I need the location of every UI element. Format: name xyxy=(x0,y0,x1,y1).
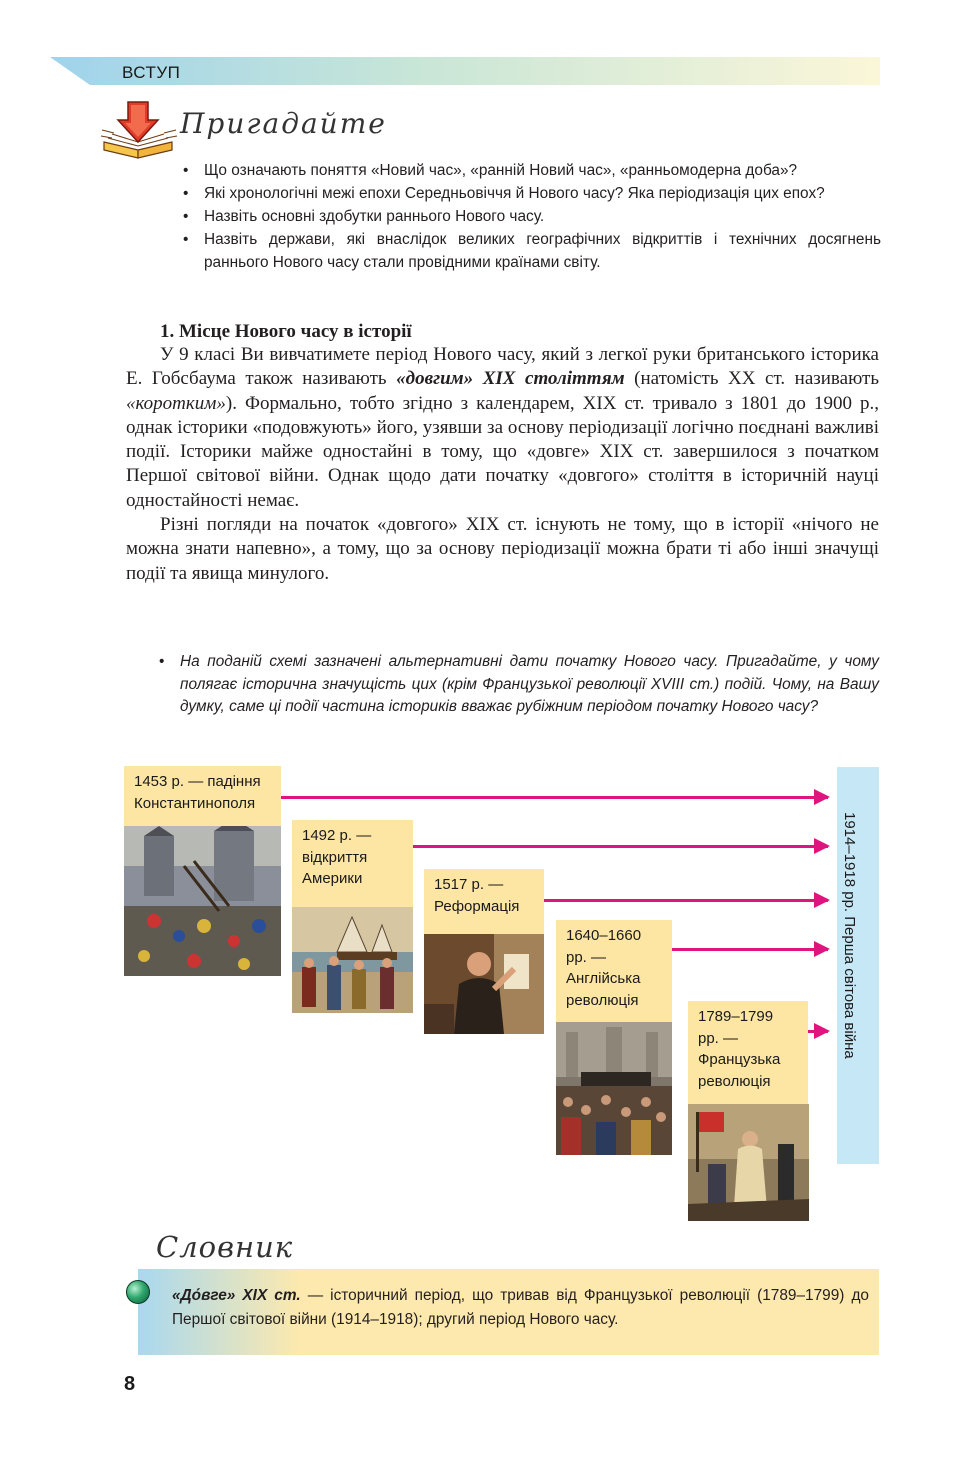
remember-list xyxy=(181,159,881,274)
list-item: • Які хронологічні межі епохи Середньовіччя й Нового часу? Яка періодизація цих епох? xyxy=(181,182,881,205)
section-title: 1. Місце Нового часу в історії xyxy=(160,321,412,342)
english-revolution-image xyxy=(556,1022,672,1155)
remember-title: Пригадайте xyxy=(180,107,387,140)
list-item: • Назвіть основні здобутки раннього Нового часу. xyxy=(181,205,881,228)
timeline-arrow xyxy=(808,1030,828,1033)
paragraph-1 xyxy=(126,343,879,513)
timeline-arrow xyxy=(672,948,828,951)
list-item: • Що означають поняття «Новий час», «ранній Новий час», «ранньомодерна доба»? xyxy=(181,159,881,182)
event-label-1517: 1517 р. — Реформація xyxy=(424,869,544,934)
list-item: • Назвіть держави, які внаслідок великих географічних відкриттів і технічних досягнень раннього Нового часу стали провідними країнами світу. xyxy=(181,228,881,274)
task-question: • На поданій схемі зазначені альтернативні дати початку Нового часу. Пригадайте, у чому полягає історична значущість цих (крім Французької революції XVIII ст.) подій. Чому, на Вашу думку, саме ці події частина істориків вважає рубіжним періодом початку Нового часу? xyxy=(159,651,879,719)
open-book-arrow-icon xyxy=(100,100,178,162)
text-run: (натомість XX ст. називають xyxy=(624,368,879,390)
timeline-arrow xyxy=(544,899,828,902)
timeline-arrow xyxy=(412,845,828,848)
glossary-term: «До́вге» XIX ст. xyxy=(172,1287,301,1304)
event-label-1492: 1492 р. — відкриття Америки xyxy=(292,820,413,907)
glossary-entry xyxy=(172,1284,869,1332)
event-label-1789: 1789–1799 рр. — Французька революція xyxy=(688,1001,808,1104)
timeline-arrow xyxy=(280,796,828,799)
glossary-definition: — історичний період, що тривав від Французької революції (1789–1799) до Першої світової війни (1914–1918); другий період Нового часу. xyxy=(172,1287,869,1328)
discovery-of-america-image xyxy=(292,907,413,1013)
event-label-1640: 1640–1660 рр. — Англійська революція xyxy=(556,920,672,1022)
text-run: У 9 класі Ви вивчатимете період Нового часу, який з легкої руки британського історика Е. Гобсбаума також називають xyxy=(126,344,879,390)
paragraph-2: Різні погляди на початок «довгого» XIX ст. існують не тому, що в історії «нічого не можна знати напевно», а тому, що за основу періодизації можна брати ті або інші значущі події та явища минулого. xyxy=(126,514,879,584)
world-war-label: 1914–1918 рр. Перша світова війна xyxy=(841,812,858,1059)
fall-of-constantinople-image xyxy=(124,826,281,976)
event-label-1453: 1453 р. — падіння Константинополя xyxy=(124,766,281,826)
page-number: 8 xyxy=(124,1373,136,1395)
section-header: ВСТУП xyxy=(122,63,181,82)
glossary-title: Словник xyxy=(156,1230,294,1264)
luther-reformation-image xyxy=(424,934,544,1034)
bullet-dot-icon xyxy=(126,1280,150,1304)
term-long-century: «довгим» XIX століттям xyxy=(396,368,625,390)
text-run: ). Формально, тобто згідно з календарем, XIX ст. тривало з 1801 до 1900 р., однак історики «подовжують» його, узявши за основу періодизації логічно поєднані важливі події. Історики майже одностайні в тому, що «довге» XIX ст. завершилося з початком Першої світової війни. Однак щодо дати початку «довгого» століття в історичній науці одностайності немає. xyxy=(126,392,879,511)
liberty-leading-the-people-image xyxy=(688,1104,809,1221)
body-text xyxy=(126,343,879,586)
term-short-century: «коротким» xyxy=(126,392,226,414)
